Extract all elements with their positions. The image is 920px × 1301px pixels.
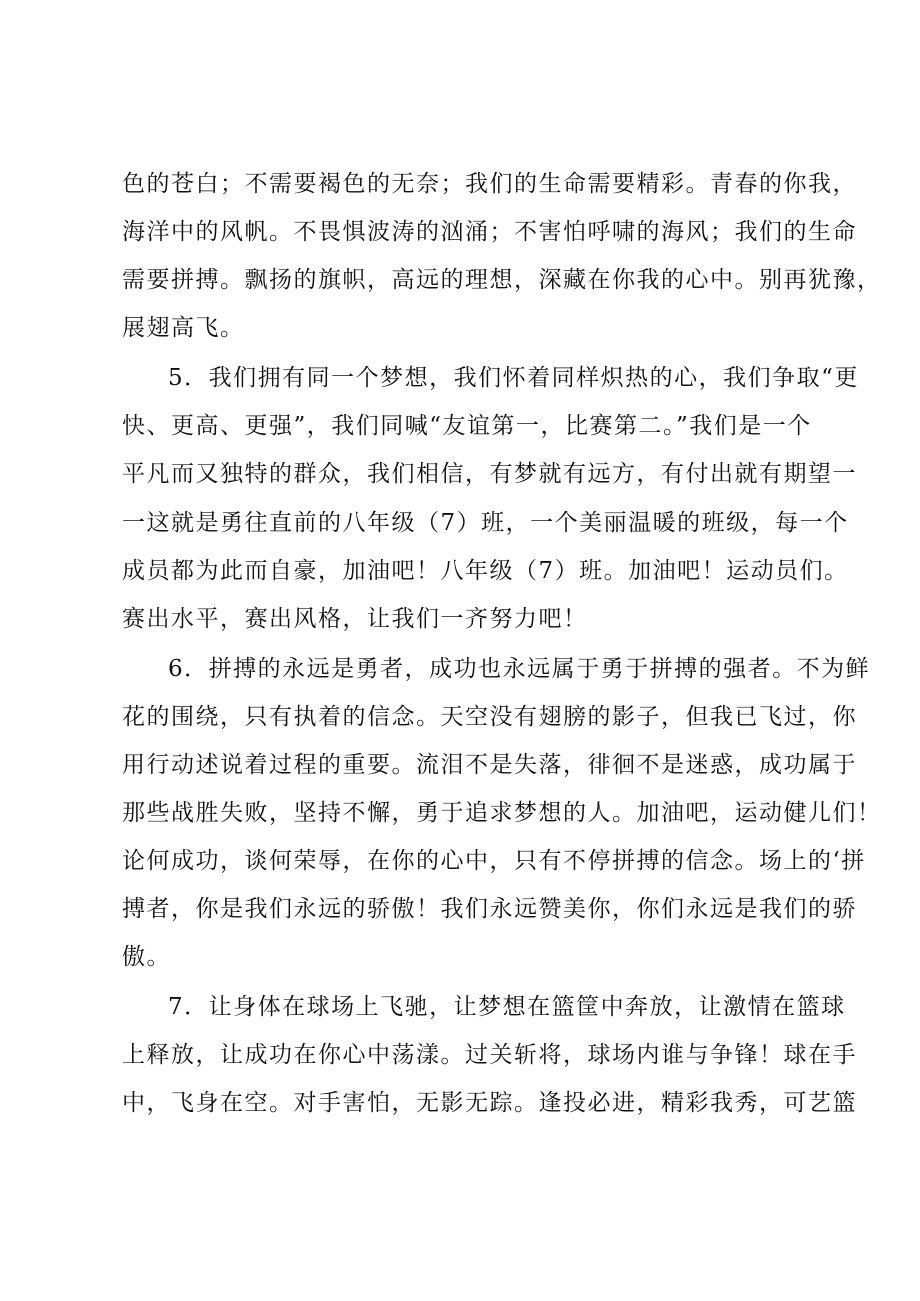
paragraph-line: 中，飞身在空。对手害怕，无影无踪。逢投必进，精彩我秀，可艺篮 <box>122 1090 857 1116</box>
paragraph-line: 那些战胜失败，坚持不懈，勇于追求梦想的人。加油吧，运动健儿们！ <box>122 800 882 826</box>
paragraph-line: 6．拼搏的永远是勇者，成功也永远属于勇于拼搏的强者。不为鲜 <box>168 656 871 682</box>
paragraph-line: 需要拼搏。飘扬的旗帜，高远的理想，深藏在你我的心中。别再犹豫， <box>122 267 882 293</box>
paragraph-line: 一这就是勇往直前的八年级（7）班，一个美丽温暖的班级，每一个 <box>122 510 849 536</box>
paragraph-line: 赛出水平，赛出风格，让我们一齐努力吧！ <box>122 606 588 632</box>
paragraph-line: 用行动述说着过程的重要。流泪不是失落，徘徊不是迷惑，成功属于 <box>122 752 857 778</box>
paragraph-line: 色的苍白；不需要褐色的无奈；我们的生命需要精彩。青春的你我， <box>122 171 857 197</box>
paragraph-line: 5．我们拥有同一个梦想，我们怀着同样炽热的心，我们争取“更 <box>168 365 859 391</box>
paragraph-line: 花的围绕，只有执着的信念。天空没有翅膀的影子，但我已飞过，你 <box>122 704 857 730</box>
paragraph-line: 成员都为此而自豪，加油吧！八年级（7）班。加油吧！运动员们。 <box>122 558 849 584</box>
paragraph-line: 快、更高、更强”，我们同喊“友谊第一，比赛第二。”我们是一个 <box>122 413 812 439</box>
paragraph-line: 上释放，让成功在你心中荡漾。过关斩将，球场内谁与争锋！球在手 <box>122 1042 857 1068</box>
paragraph-line: 平凡而又独特的群众，我们相信，有梦就有远方，有付出就有期望一 <box>122 461 857 487</box>
paragraph-line: 7．让身体在球场上飞驰，让梦想在篮筐中奔放，让激情在篮球 <box>168 994 846 1020</box>
paragraph-line: 展翅高飞。 <box>122 315 245 341</box>
paragraph-line: 海洋中的风帆。不畏惧波涛的汹涌；不害怕呼啸的海风；我们的生命 <box>122 219 857 245</box>
paragraph-line: 傲。 <box>122 944 171 970</box>
paragraph-line: 搏者，你是我们永远的骄傲！我们永远赞美你，你们永远是我们的骄 <box>122 896 857 922</box>
paragraph-line: 论何成功，谈何荣辱，在你的心中，只有不停拼搏的信念。场上的‘拼 <box>122 848 866 874</box>
